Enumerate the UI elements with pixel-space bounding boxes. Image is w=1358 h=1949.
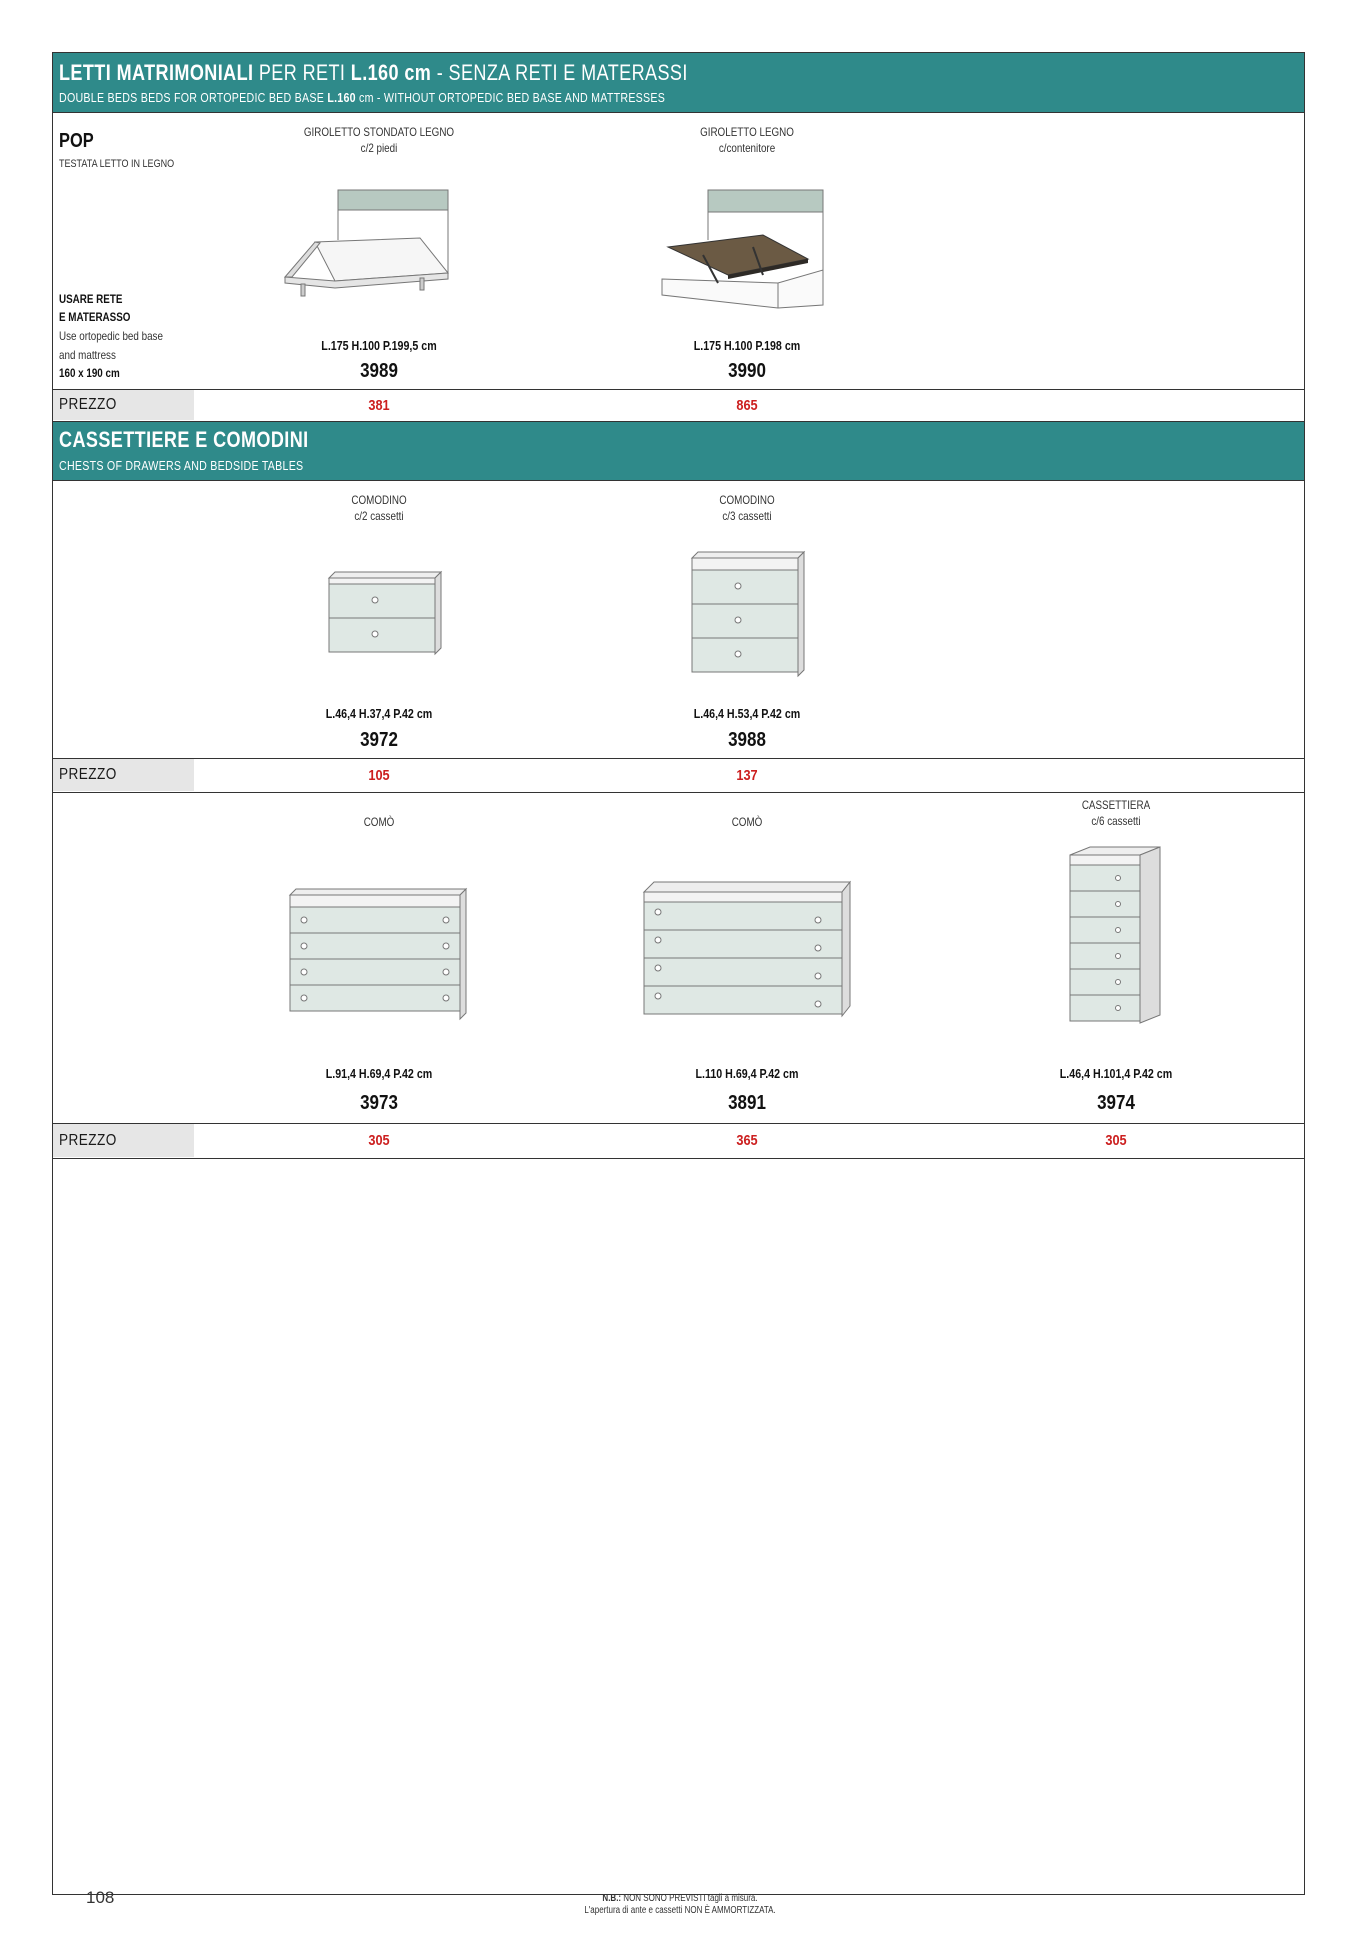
- price: 137: [736, 767, 758, 784]
- chests-header-band: [53, 422, 1304, 480]
- product-code: 3988: [728, 729, 766, 751]
- note-line: USARE RETE: [59, 292, 123, 306]
- dresser-4-drawers-image: [288, 885, 478, 1025]
- product-code: 3972: [360, 729, 398, 751]
- chests-subtitle: CHESTS OF DRAWERS AND BEDSIDE TABLES: [59, 458, 304, 473]
- tall-chest-6-drawers-image: [1068, 845, 1168, 1030]
- note-line: and mattress: [59, 348, 116, 362]
- prezzo-cell: [53, 759, 194, 791]
- product-code: 3891: [728, 1092, 766, 1114]
- price: 381: [368, 397, 390, 414]
- price: 305: [368, 1132, 390, 1149]
- product-caption: COMÒ: [731, 815, 763, 829]
- footer-note: N.B.: NON SONO PREVISTI tagli a misura. L'apertura di ante e cassetti NON È AMMORTIZZATA.: [584, 1893, 776, 1916]
- product-caption: GIROLETTO LEGNO c/contenitore: [700, 125, 794, 155]
- divider: [53, 1123, 1304, 1124]
- prezzo-cell: [53, 390, 194, 420]
- product-dimensions: L.91,4 H.69,4 P.42 cm: [325, 1066, 433, 1081]
- product-caption: COMODINO c/3 cassetti: [719, 493, 775, 523]
- model-name: POP: [59, 130, 94, 152]
- price: 305: [1105, 1132, 1127, 1149]
- model-subtitle: TESTATA LETTO IN LEGNO: [59, 158, 175, 170]
- product-code: 3989: [360, 360, 398, 382]
- product-dimensions: L.175 H.100 P.199,5 cm: [321, 338, 437, 353]
- prezzo-cell: [53, 1124, 194, 1157]
- divider: [53, 1158, 1304, 1159]
- price: 105: [368, 767, 390, 784]
- beds-subtitle: DOUBLE BEDS BEDS FOR ORTOPEDIC BED BASE L.160 cm - WITHOUT ORTOPEDIC BED BASE AND MATTRESSES: [59, 90, 666, 105]
- prezzo-label: PREZZO: [59, 396, 117, 413]
- bed-frame-legs-image: [280, 185, 470, 305]
- product-code: 3990: [728, 360, 766, 382]
- dresser-wide-4-drawers-image: [642, 878, 862, 1023]
- product-code: 3974: [1097, 1092, 1135, 1114]
- product-caption: COMÒ: [363, 815, 395, 829]
- note-line: E MATERASSO: [59, 310, 131, 324]
- divider: [53, 792, 1304, 793]
- price: 365: [736, 1132, 758, 1149]
- note-size: 160 x 190 cm: [59, 366, 120, 380]
- product-dimensions: L.110 H.69,4 P.42 cm: [695, 1066, 799, 1081]
- product-caption: CASSETTIERA c/6 cassetti: [1081, 798, 1151, 828]
- product-code: 3973: [360, 1092, 398, 1114]
- product-caption: GIROLETTO STONDATO LEGNO c/2 piedi: [303, 125, 455, 155]
- nightstand-3-drawers-image: [688, 550, 808, 680]
- bed-storage-image: [658, 185, 838, 310]
- divider: [53, 758, 1304, 759]
- page-number: 108: [86, 1888, 115, 1907]
- price: 865: [736, 397, 758, 414]
- product-dimensions: L.175 H.100 P.198 cm: [693, 338, 801, 353]
- divider: [53, 112, 1304, 113]
- note-line: Use ortopedic bed base: [59, 329, 163, 343]
- product-caption: COMODINO c/2 cassetti: [351, 493, 407, 523]
- chests-title: CASSETTIERE E COMODINI: [59, 427, 309, 452]
- beds-header-band: [53, 53, 1304, 112]
- divider: [53, 389, 1304, 390]
- prezzo-label: PREZZO: [59, 1132, 117, 1149]
- prezzo-label: PREZZO: [59, 766, 117, 783]
- product-dimensions: L.46,4 H.53,4 P.42 cm: [693, 706, 801, 721]
- nightstand-2-drawers-image: [325, 570, 445, 660]
- product-dimensions: L.46,4 H.101,4 P.42 cm: [1059, 1066, 1173, 1081]
- product-dimensions: L.46,4 H.37,4 P.42 cm: [325, 706, 433, 721]
- beds-title: LETTI MATRIMONIALI PER RETI L.160 cm - SENZA RETI E MATERASSI: [59, 60, 688, 85]
- divider: [53, 480, 1304, 481]
